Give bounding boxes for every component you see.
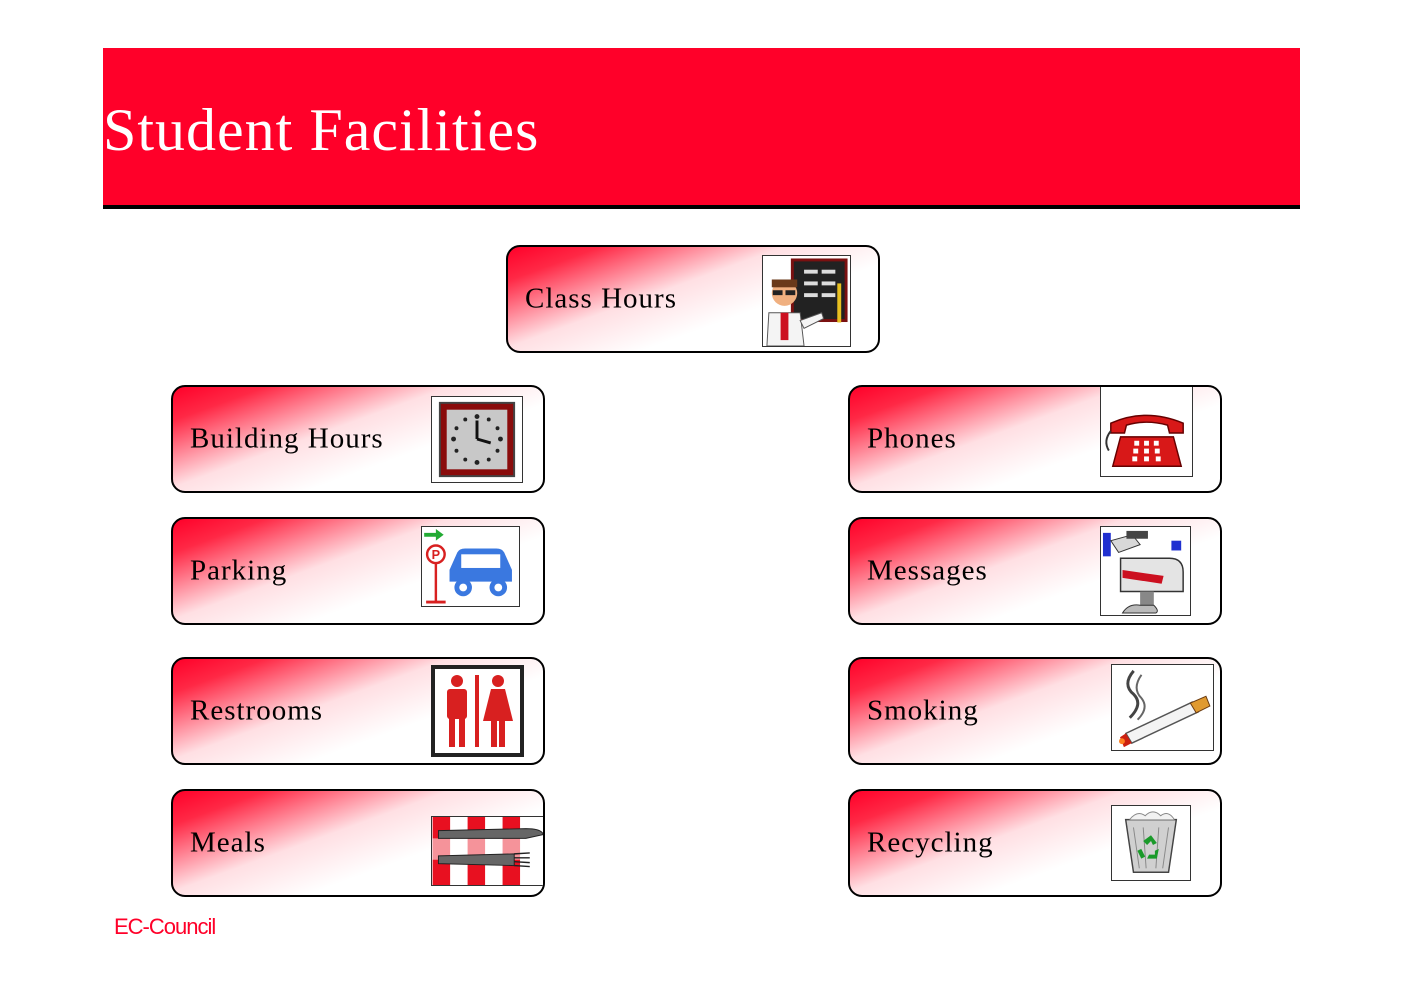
recycle-bin-icon	[1111, 805, 1191, 881]
footer-brand: EC-Council	[114, 914, 216, 939]
parking-car-icon	[421, 526, 520, 607]
card-label: Recycling	[867, 826, 994, 859]
card-label: Restrooms	[190, 694, 324, 727]
card-messages[interactable]	[848, 517, 1222, 625]
card-meals[interactable]	[171, 789, 545, 897]
card-label: Parking	[190, 554, 288, 587]
card-smoking[interactable]	[848, 657, 1222, 765]
card-label: Phones	[867, 422, 957, 455]
svg-text:P: P	[431, 548, 441, 563]
card-restrooms[interactable]	[171, 657, 545, 765]
card-parking[interactable]	[171, 517, 545, 625]
card-label: Smoking	[867, 694, 979, 727]
teacher-blackboard-icon	[762, 255, 851, 347]
card-building-hours[interactable]	[171, 385, 545, 493]
telephone-icon	[1100, 385, 1193, 477]
fork-knife-icon	[431, 816, 545, 886]
card-class-hours[interactable]	[506, 245, 880, 353]
card-label: Messages	[867, 554, 988, 587]
card-phones[interactable]	[848, 385, 1222, 493]
mailbox-icon	[1100, 526, 1191, 616]
card-label: Class Hours	[525, 282, 677, 315]
card-label: Building Hours	[190, 422, 384, 455]
cigarette-icon	[1111, 664, 1214, 751]
restroom-icon	[431, 665, 524, 757]
card-recycling[interactable]	[848, 789, 1222, 897]
page-title: Student Facilities	[103, 97, 540, 163]
card-label: Meals	[190, 826, 266, 859]
clock-icon	[431, 396, 523, 483]
